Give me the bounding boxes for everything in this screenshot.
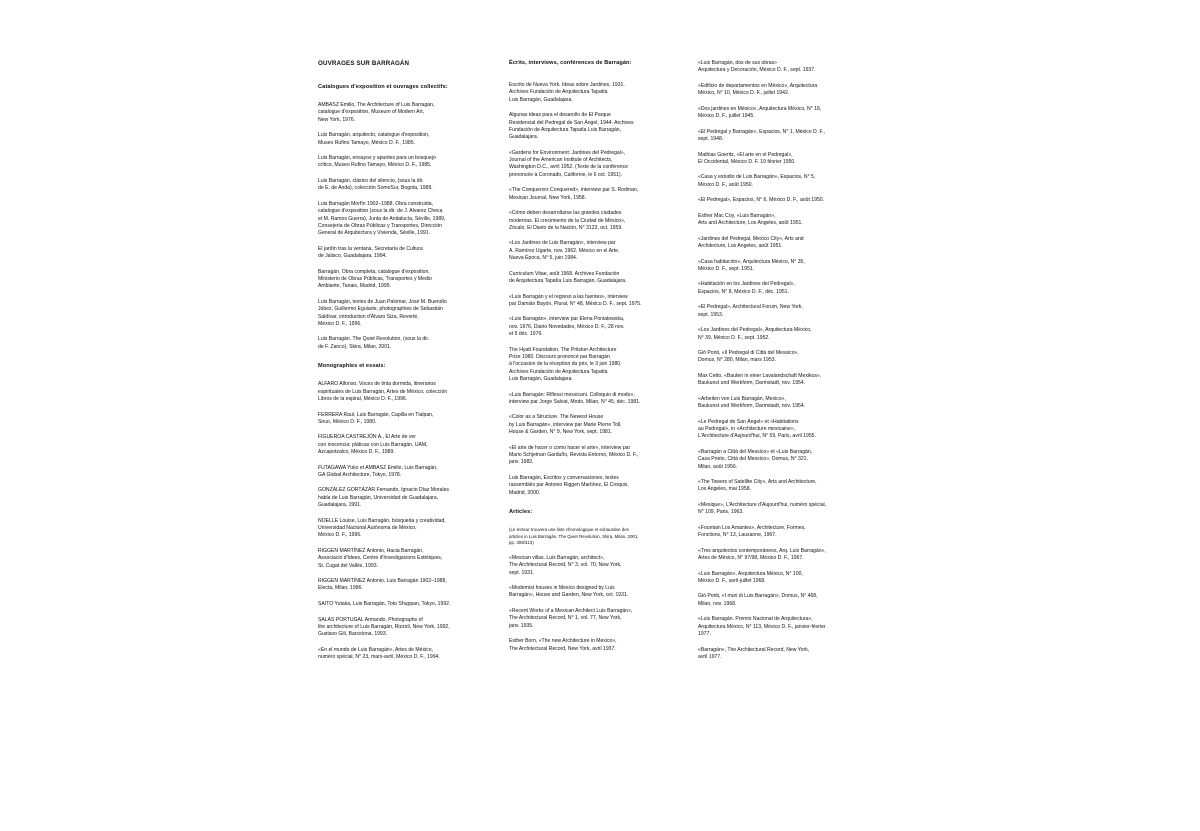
bibliography-entry: FUTAGAWA Yuko et AMBASZ Emilio, Luis Barragán, GA Global Architecture, Tokyo, 1978. [318,464,438,478]
subsection-catalogues: Catalogues d'exposition et ouvrages collectifs: [318,84,448,90]
bibliography-entry: «The Towers of Satellite City», Arts and Architecture, Los Angeles, mai 1958. [698,479,817,493]
bibliography-entry: Barragán. Obra completa, catalogue d'exposition, Ministerio de Obras Públicas, Transportes y Medio Ambiante, Tanais, Madrid, 1995. [318,268,432,290]
bibliography-entry: «Mexican villas. Luis Barragán, architect», The Architectural Record, N° 3, vol. 70, New York, sept. 1931. [509,554,622,576]
bibliography-entry: «Luis Barragán, dos de sus obras» Arquitectura y Decoración, México D. F., sept. 1937. [698,60,816,74]
bibliography-entry: The Hyatt Foundation. The Pritzker Architecture Prize 1980. Discours prononcé par Barragán à l'occasion de la réception du prix, le 3 juin 1980. Archives Fundación de Arquitectura Tapatía Luis Barragán, Guadalajara. [509,346,622,382]
articles-note: (Le lecteur trouvera une liste chronologique et exhaustive des articles in Luis Barragán. The Quiet Revolution, Skira, Milan, 2001, pp. 309/313) [509,527,639,546]
bibliography-entry: «Arbeiten von Luis Barragán, Mexico», Baukunst und Werkform, Darmstadt, nov. 1954. [698,395,806,410]
bibliography-entry: «Modernist houses in Mexico designed by Luis Barragán», House and Garden, New York, oct. 1931. [509,585,629,599]
bibliography-entry: «Gardens for Environment: Jardines del Pedregal», Journal of the American Institute of Architects, Washington D.C., avril 1952. (Texte de la conférence prononcée à Coronado, Californie, le 6 oct. 1951). [509,149,629,178]
bibliography-entry: Luis Barragán, textes de Juan Palomar, José M. Buendío Júbez, Guillermo Eguiarte, photographies de Sebastián Saldívar, introduction d'Alvaro Siza, Reverté, México D. F., 1996. [318,298,447,327]
bibliography-entry: «Luis Barragán: Riflessi messicani. Colloquio di modo», interview par Jorge Salvat, Modo, Milan, N° 45, déc. 1981. [509,391,641,405]
bibliography-entry: ALFARO Alfonso, Voces de tinta dormida, itinerarios espirituales de Luis Barragán, Artes de México, colección Libros de la espiral, México D. F., 1996. [318,381,448,402]
bibliography-entry: Luis Barragán, arquitecto, catalogue d'exposition, Museo Rufino Tamayo, México D. F., 1985. [318,132,430,146]
bibliography-entry: SALAS PORTUGAL Armando, Photographs of the architecture of Luis Barragán, Rizzoli, New York, 1992, Gustavo Gili, Barcelona, 1993. [318,616,450,638]
bibliography-entry: «Casa habitación», Arquitectura México, N° 35, México D. F., sept. 1951. [698,258,805,272]
bibliography-entry: «El Pedregal y Barragán», Espacios, N° 1, México D. F., sept. 1948. [698,128,825,142]
bibliography-entry: «Fountain Los Amantes», Architecture, Formes, Fonctions, N° 13, Lausanne, 1967. [698,524,806,539]
bibliography-entry: Esther Mac Coy, «Luis Barragán», Arts and Architecture, Los Angeles, août 1951. [698,212,803,227]
bibliography-entry: Curriculum Vitae, août 1968. Archives Fundación de Arquitectura Tapatía Luis Barragán, Guadalajara. [509,270,627,284]
bibliography-entry: «Luis Barragán», Arquitectura México, N° 100, México D. F., avril-juillet 1968. [698,570,803,584]
bibliography-entry: AMBASZ Emilio, The Architecture of Luis Barragán, catalogue d'exposition, Museum of Modern Art, New York, 1976. [318,102,435,123]
bibliography-entry: «El Pedregal», Espacios, N° 6, México D. F., août 1950. [698,197,825,204]
bibliography-entry: Algunas ideas para el desarollo de El Parque Residencial del Pedregal de San Ángel, 1944. Archives Fundación de Arquitectura Tapatía Luis Barragán, Guadalajara. [509,112,634,141]
bibliography-entry: Mathias Goeritz, «El arte en el Pedregal», El Occidental, México D. F. 19 février 1950. [698,151,796,165]
bibliography-entry: Max Cetto, «Bauten in einer Lavalandschaft Mexikos», Baukunst und Werkform, Darmstadt, nov. 1954. [698,372,822,387]
bibliography-entry: SAITO Yutaka, Luis Barragán, Toto Shuppan, Tokyo, 1992. [318,601,451,607]
bibliography-entry: El jardín tras la ventana, Secretaría de Cultura de Jalisco, Guadalajara, 1994. [318,245,423,260]
bibliography-entry: «Luis Barragán. Premio Nacional de Arquitectura», Arquitectura México, N° 113, México D. F., janvier-février 1977. [698,616,826,638]
bibliography-entry: «El arte de hacer o como hacer el arte», interview par Mario Schjetnan Garduño, Revista Entorno, México D. F., janv. 1982. [509,444,639,466]
bibliography-entry: «En el mundo de Luis Barragán», Artes de México, numéro spécial, N° 23, mars-avril, México D. F., 1994. [318,646,440,661]
bibliography-entry: Giò Ponti, «I muri di Luis Barragán», Domus, N° 468, Milan, nov. 1968. [698,593,818,607]
bibliography-entry: «El Pedregal», Architectural Forum, New York, sept. 1953. [698,304,803,318]
bibliography-entry: «Habitación en los Jardines del Pedregal», Espacios, N° 8, México D. F., déc. 1951. [698,281,795,295]
bibliography-entry: «Le Pedregal de San Ángel» et «Habitations au Pedregal», in «Architecture mexicaine», L'Architecture d'Aujourd'hui, N° 59, Paris, avril 1955. [698,418,816,440]
bibliography-entry: FIGUEROA CASTREJÓN A., El Arte de ver con inocencia: pláticas con Luis Barragán, UAM, Azcapotzalco, México D. F., 1989. [318,434,428,456]
subsection-monographies: Monographies et essais: [318,363,386,370]
bibliography-entry: «Tres arquitectos contemporáneos, Arq. Luis Barragán», Artes de México, N° 97/98, México D. F., 1967. [698,547,826,562]
bibliography-entry: «Dos jardines en México», Arquitectura México, N° 18, México D. F., juillet 1945. [698,105,822,120]
bibliography-entry: «Edificio de departamentos en México», Arquitectura México, N° 10, México D. F., juillet 1942. [698,82,818,97]
bibliography-entry: Giò Ponti, «Il Pedregal di Città del Messico», Domus, N° 280, Milan, mars 1953. [698,350,799,364]
bibliography-entry: «Barragán», The Architectural Record, New York, avril 1977. [698,646,810,660]
bibliography-entry: «Mexique», L'Architecture d'Aujourd'hui, numéro spécial, N° 109, Paris, 1963. [698,501,827,516]
document-page [300,60,900,780]
bibliography-entry: FERRERA Raul, Luis Barragán, Capilla en Tlalpan, Siruo, México D. F., 1980. [318,411,434,425]
bibliography-entry: «Luis Barragán», interview par Elena Poniatowska, nov. 1976, Diario Novedades, México D. F., 28 nov. et 5 déc. 1976. [509,316,625,338]
column-2 [509,60,687,661]
bibliography-entry: Luis Barragán, clásico del silencio, (sous la dir. de E. de Anda), colección SomoSur, Bogota, 1989. [318,177,433,192]
bibliography-entry: Esther Born, «The new Architecture in Mexico», The Architectural Record, New York, avril 1937. [509,638,617,652]
column-3 [698,60,882,669]
bibliography-entry: «Cómo deben desarrollarse las grandes ciudades modernas. El crecimiento de la Ciudad de México», Zócalo. El Diario de la Nación, N° 3123, oct. 1959. [509,210,626,231]
bibliography-entry: Luis Barragán, Escritos y conversaciones, textes rassemblés par Antonio Riggen Martínez, El Croquis, Madrid, 2000. [509,474,629,496]
bibliography-entry: Luis Barragán Morfín 1902–1988. Obra construida, catalogue d'exposition (sous la dir. de J. Alvarez Checa et M. Ramos Guerra), Junta de Andalucía, Séville, 1989, Consejería de Obras Públicas y Transportes, Dirección General de Arquitectura y Vivienda, Séville, 1991. [318,200,446,237]
bibliography-entry: «Jardines del Pedregal, Mexico City», Arts and Architecture, Los Angeles, août 1951. [698,235,804,249]
bibliography-entry: «Recent Works of a Mexican Architect Luis Barragán», The Architectural Record, N° 1, vol. 77, New York, janv. 1935. [509,607,633,629]
bibliography-entry: «Color as a Structure. The Newest House by Luis Barragán», interview par Marie Pierre Toll, House & Garden, N° 9, New York, sept. 1981. [509,414,622,436]
subsection-articles: Articles: [509,509,533,516]
bibliography-entry: «Casa y estudio de Luis Barragán», Espacios, N° 5, México D. F., août 1950. [698,174,816,188]
bibliography-entry: «Barragán a Città del Messico» et «Luis Barragán, Casa Prieto, Città del Messico», Domus, N° 321, Milan, août 1956. [698,448,813,470]
bibliography-entry: GONZÁLEZ GORTÁZAR Fernando, Ignacio Díaz Morales habla de Luis Barragán, Universidad de Guadalajara, Guadalajara, 1991. [318,487,449,509]
section-title: OUVRAGES SUR BARRAGÁN [318,60,410,67]
bibliography-entry: Luis Barragán, ensayos y apuntes para un bosquejo crítico, Museo Rufino Tamayo, México D. F., 1985. [318,155,436,169]
bibliography-entry: Escrito de Nueva York. Ideas sobre Jardines, 1931. Archives Fundación de Arquitectura Tapatía Luis Barragán, Guadalajara. [509,82,625,103]
bibliography-entry: «Los Jardines de Luis Barragán», interview par A. Ramírez Ugarte, nov. 1962, México en el Arte. Nueva Época, N° 5, juin 1984. [509,240,620,262]
bibliography-entry: «The Conquerors Conquered», interview par S. Rodman, Mexican Journal, New York, 1958. [509,187,639,201]
bibliography-entry: NOELLE Louise, Luis Barragán, búsqueda y creatividad, Universidad Nacional Autónoma de México, México D. F., 1996. [318,517,446,539]
bibliography-entry: RIGGEN MARTÍNEZ Antonio, Luis Barragán 1902–1988, Electa, Milan, 1996. [318,578,447,592]
column-1 [318,60,508,670]
subsection-ecrits: Écrits, interviews, conférences de Barragán: [509,60,632,66]
bibliography-entry: RIGGEN MARTÍNEZ Antonio, Hacia Barragán, Associació d'Idees, Centre d'Investigacions Estètiques, St. Cugat del Vallès, 1993. [318,547,443,569]
bibliography-entry: Luis Barragán. The Quiet Revolution, (sous la dir. de F. Zanco), Skira, Milan, 2001. [318,336,430,350]
bibliography-entry: «Luis Barragán y el regreso a las fuentes», interview par Damián Bayón, Plural, N° 48, México D. F., sept. 1975. [509,293,642,307]
bibliography-entry: «Los Jardines del Pedregal», Arquitectura México, N° 39, México D. F., sept. 1952. [698,327,812,341]
